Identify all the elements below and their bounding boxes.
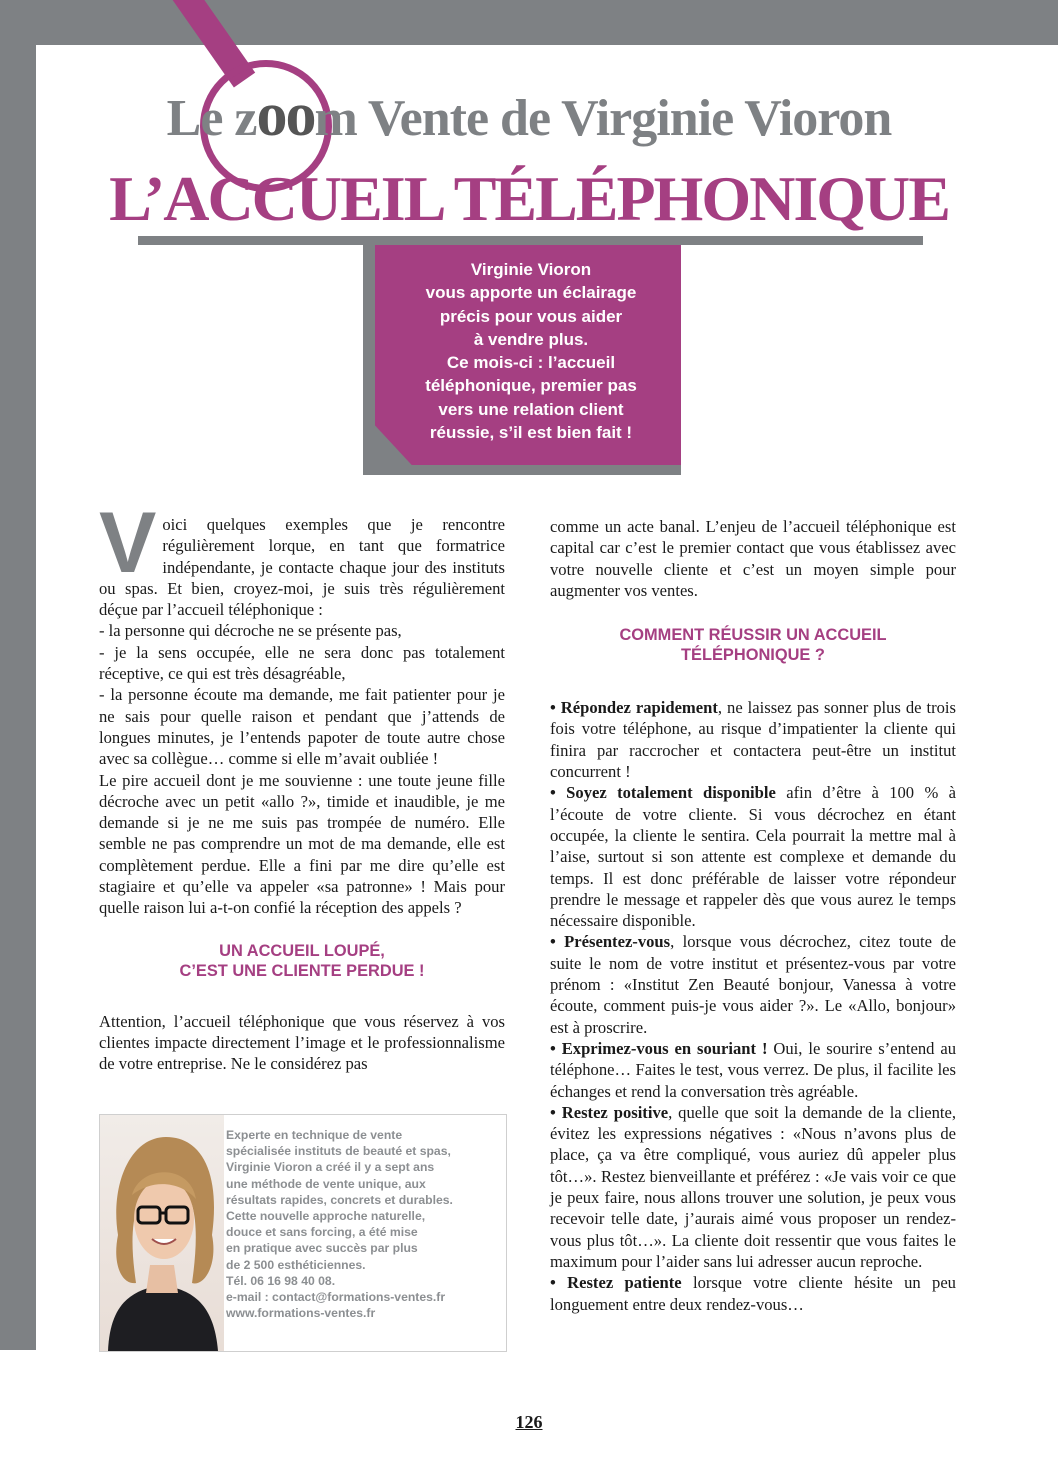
subheading-line: UN ACCUEIL LOUPÉ,: [219, 941, 385, 960]
author-bio-text: [226, 1127, 502, 1321]
bio-line: Experte en technique de vente: [226, 1128, 403, 1142]
bio-line: résultats rapides, concrets et durables.: [226, 1192, 453, 1207]
title-underline-rule: [138, 236, 923, 245]
dropcap: V: [99, 495, 157, 591]
tip-text: lorsque votre cliente hésite un peu longuement entre deux rendez-vous…: [550, 1273, 956, 1314]
bio-line: Cette nouvelle approche naturelle,: [226, 1209, 426, 1224]
article-title: L’ACCUEIL TÉLÉPHONIQUE: [109, 163, 949, 234]
intro-line: vers une relation client: [438, 399, 624, 419]
author-bio-box: [99, 1114, 507, 1352]
intro-paragraph: [99, 495, 505, 620]
tip-heading: • Exprimez-vous en souriant !: [550, 1038, 768, 1058]
tip-text: afin d’être à 100 % à l’écoute de votre cliente. Si vous décrochez en étant occupée, la cliente le sentira. Cela pourrait la mettre mal à l’aise, surtout si son attente est complexe et demande du temps. Il est donc préférable de laisser votre répondeur prendre le message et rappeler dès que vous aurez le temps nécessaire disponible.: [550, 783, 956, 931]
paragraph: Attention, l’accueil téléphonique que vous réservez à vos clientes impacte directement l’image et le professionnalisme de votre entreprise. Ne le considérez pas: [99, 1011, 505, 1074]
tip-text: , quelle que soit la demande de la cliente, évitez les expressions négatives : «Nous n’avons plus de place, ça va être compliqué, vous auriez dû appeler plus tôt…». Restez bienveillante et préférez : «Je vais voir ce que je peux faire, nous allons trouver une solution, je peux vous recevoir telle date, j’aurais aimé vous proposer un rendez-vous plus tôt…». La cliente doit ressentir que vous faites le maximum pour l’aider sans lui adresser aucun reproche.: [550, 1102, 956, 1271]
bio-line: en pratique avec succès par plus: [226, 1241, 418, 1256]
top-grey-band: [0, 0, 1058, 45]
tip-heading: • Répondez rapidement: [550, 698, 718, 718]
title-part2: m Vente de Virginie Vioron: [314, 90, 892, 147]
intro-line: Virginie Vioron: [470, 260, 592, 279]
bio-email: e-mail : contact@formations-ventes.fr: [226, 1290, 446, 1305]
bio-line: Virginie Vioron a créé il y a sept ans: [226, 1160, 435, 1175]
page-number: 126: [515, 1412, 543, 1432]
bullet-line: - je la sens occupée, elle ne sera donc pas totalement réceptive, ce qui est très désagréable,: [99, 642, 505, 684]
paragraph: Le pire accueil dont je me souvienne : une toute jeune fille décroche avec un petit «allo ?», timide et inaudible, je me demande si je ne me suis pas trompée de numéro. Elle semble ne pas comprendre un mot de ma demande, elle est complètement perdue. Elle a fini par me dire qu’elle est stagiaire et qu’elle va appeler «sa patronne» ! Mais pour quelle raison lui a-t-on confié la réception des appels ?: [99, 770, 505, 918]
subheading-line: TÉLÉPHONIQUE ?: [681, 646, 825, 665]
right-column: [550, 516, 956, 1315]
bio-line: une méthode de vente unique, aux: [226, 1176, 426, 1191]
subheading-line: COMMENT RÉUSSIR UN ACCUEIL: [619, 626, 887, 645]
bio-phone: Tél. 06 16 98 40 08.: [226, 1273, 336, 1288]
tip-paragraph: [550, 782, 956, 931]
bio-line: douce et sans forcing, a été mise: [226, 1225, 418, 1240]
subheading: [99, 941, 505, 981]
tip-heading: • Soyez totalement disponible: [550, 783, 776, 803]
bullet-line: - la personne qui décroche ne se présente pas,: [99, 621, 402, 641]
intro-line: vous apporte un éclairage: [425, 283, 637, 303]
bullet-line: - la personne écoute ma demande, me fait patienter pour je ne sais pour quelle raison et pendant que j’attends de longues minutes, je l’entends papoter de toute autre chose avec sa collègue… comme si elle m’avait oubliée !: [99, 685, 505, 769]
bio-line: spécialisée instituts de beauté et spas,: [226, 1144, 451, 1159]
tip-heading: • Présentez-vous: [550, 932, 671, 952]
left-column: [99, 495, 505, 1075]
tip-text: , ne laissez pas sonner plus de trois fois votre téléphone, au risque d’impatienter la cliente qui finira par raccrocher et contactera peut-être un institut concurrent !: [550, 698, 956, 782]
tip-heading: • Restez patiente: [550, 1273, 682, 1293]
title-part1: Le z: [166, 90, 257, 147]
tip-paragraph: [550, 1038, 956, 1102]
tip-paragraph: [550, 1102, 956, 1272]
tip-paragraph: [550, 931, 956, 1037]
tip-heading: • Restez positive: [550, 1102, 669, 1122]
intro-line: téléphonique, premier pas: [425, 376, 637, 396]
paragraph: comme un acte banal. L’enjeu de l’accueil téléphonique est capital car c’est le premier contact que vous établissez avec votre nouvelle cliente et c’est un moyen simple pour augmenter vos ventes.: [550, 517, 956, 600]
intro-line: Ce mois-ci : l’accueil: [446, 353, 616, 373]
column-title: [0, 80, 1058, 151]
intro-text: [383, 258, 679, 444]
bio-website: www.formations-ventes.fr: [226, 1306, 376, 1321]
tip-paragraph: [550, 1272, 956, 1315]
author-photo: [100, 1115, 224, 1351]
tip-paragraph: [550, 697, 956, 782]
subheading-line: C’EST UNE CLIENTE PERDUE !: [179, 961, 425, 980]
tip-text: , lorsque vous décrochez, citez toute de suite le nom de votre institut et présentez-vous par votre prénom : «Institut Zen Beauté bonjour, Vanessa à votre écoute, comment puis-je vous aider ?». Le «Allo, bonjour» est à proscrire.: [550, 932, 956, 1037]
intro-line: à vendre plus.: [473, 329, 589, 349]
bio-line: de 2 500 esthéticiennes.: [226, 1257, 366, 1272]
author-portrait-icon: [100, 1115, 224, 1351]
subheading: [550, 625, 956, 665]
intro-line: précis pour vous aider: [439, 306, 623, 326]
title-oo: oo: [256, 81, 315, 149]
intro-line: réussie, s’il est bien fait !: [429, 423, 633, 443]
intro-paragraph-text: oici quelques exemples que je rencontre régulièrement lorque, en tant que formatrice indépendante, je contacte chaque jour des instituts ou spas. Et bien, croyez-moi, je suis très régulièrement déçue par l’accueil téléphonique :: [99, 515, 505, 620]
tip-text: Oui, le sourire s’entend au téléphone… Faites le test, vous verrez. De plus, il facilite les échanges et rend la conversation très agréable.: [550, 1038, 956, 1101]
